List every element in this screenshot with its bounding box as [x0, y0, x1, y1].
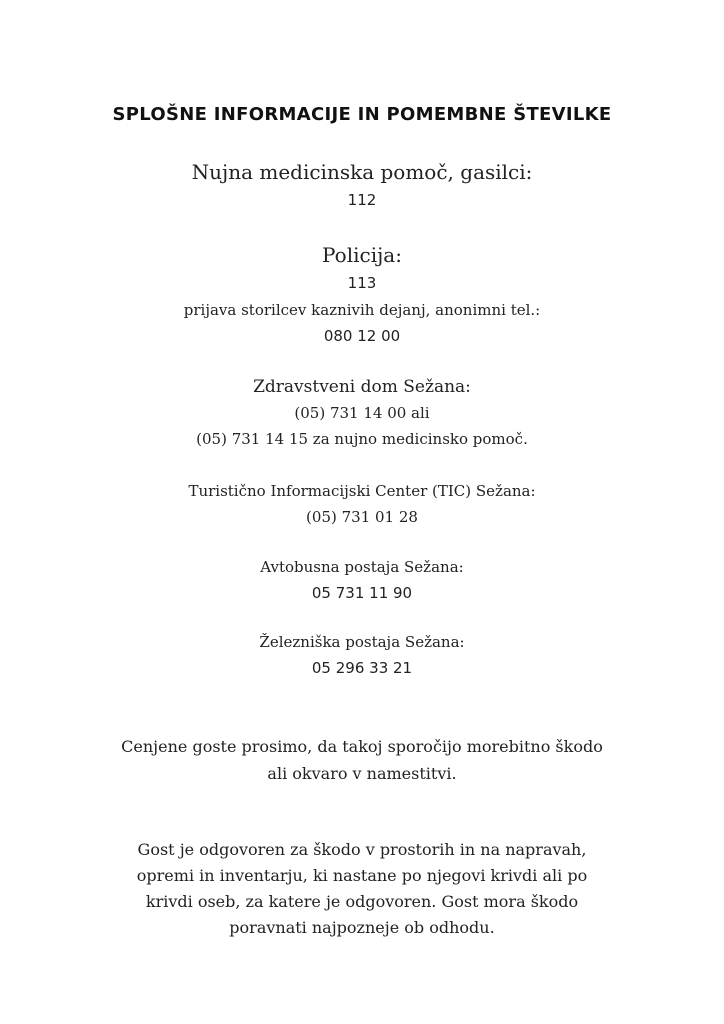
page-title: SPLOŠNE INFORMACIJE IN POMEMBNE ŠTEVILKE — [112, 104, 612, 125]
bus-station-number: 05 731 11 90 — [311, 584, 413, 602]
emergency-number: 112 — [347, 191, 377, 209]
health-center-phone-1: (05) 731 14 00 ali — [294, 404, 430, 422]
police-number: 113 — [347, 274, 377, 292]
liability-line-4: poravnati najpozneje ob odhodu. — [229, 918, 495, 937]
damage-notice-line-1: Cenjene goste prosimo, da takoj sporočijo morebitno škodo — [121, 737, 603, 756]
train-station-number: 05 296 33 21 — [311, 659, 413, 677]
health-center-phone-2: (05) 731 14 15 za nujno medicinsko pomoč. — [196, 430, 528, 448]
tic-label: Turistično Informacijski Center (TIC) Sežana: — [188, 482, 536, 500]
police-anonymous-label: prijava storilcev kaznivih dejanj, anonimni tel.: — [183, 301, 541, 319]
police-anonymous-number: 080 12 00 — [323, 327, 401, 345]
train-station-label: Železniška postaja Sežana: — [259, 633, 465, 651]
police-label: Policija: — [322, 243, 402, 267]
health-center-label: Zdravstveni dom Sežana: — [253, 377, 471, 397]
emergency-label: Nujna medicinska pomoč, gasilci: — [191, 160, 533, 184]
damage-notice-line-2: ali okvaro v namestitvi. — [267, 764, 457, 783]
bus-station-label: Avtobusna postaja Sežana: — [260, 558, 464, 576]
tic-number: (05) 731 01 28 — [306, 508, 418, 526]
liability-line-1: Gost je odgovoren za škodo v prostorih in na napravah, — [137, 840, 587, 859]
liability-line-3: krivdi oseb, za katere je odgovoren. Gost mora škodo — [145, 892, 579, 911]
liability-line-2: opremi in inventarju, ki nastane po njegovi krivdi ali po — [136, 866, 588, 885]
